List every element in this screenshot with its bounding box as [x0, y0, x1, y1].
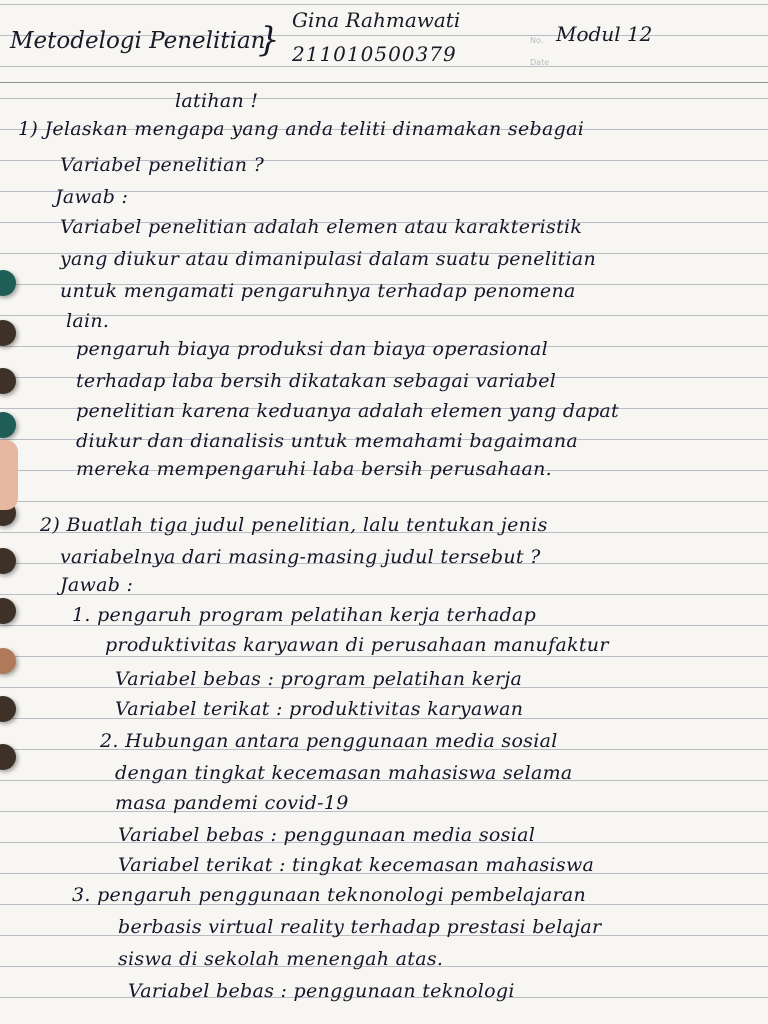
answer-line: Variabel bebas : penggunaan media sosial [118, 824, 536, 846]
answer-line: Variabel terikat : produktivitas karyawan [115, 698, 524, 720]
binder-hole [0, 368, 16, 394]
binder-hole [0, 744, 16, 770]
no-label: No. [530, 36, 544, 45]
date-label: Date [530, 58, 550, 67]
student-id: 211010500379 [292, 42, 457, 66]
answer-line: lain. [66, 310, 110, 332]
binder-hole [0, 696, 16, 722]
answer-line: masa pandemi covid-19 [115, 792, 349, 814]
answer-line: siswa di sekolah menengah atas. [118, 948, 444, 970]
header-divider [0, 82, 768, 83]
binder-hole [0, 320, 16, 346]
answer-label: Jawab : [60, 574, 134, 596]
answer-line: 3. pengaruh penggunaan teknonologi pembelajaran [72, 884, 587, 906]
binder-hole [0, 598, 16, 624]
finger [0, 440, 18, 510]
brace-mark: } [258, 20, 280, 60]
answer-label: Jawab : [55, 186, 129, 208]
answer-line: 2. Hubungan antara penggunaan media sosial [100, 730, 558, 752]
student-name: Gina Rahmawati [292, 8, 461, 32]
answer-line: untuk mengamati pengaruhnya terhadap penomena [60, 280, 576, 302]
question-1: 1) Jelaskan mengapa yang anda teliti dinamakan sebagai [18, 118, 585, 140]
binder-hole [0, 548, 16, 574]
answer-line: Variabel terikat : tingkat kecemasan mahasiswa [118, 854, 595, 876]
answer-line: Variabel bebas : penggunaan teknologi [128, 980, 515, 1002]
answer-line: berbasis virtual reality terhadap prestasi belajar [118, 916, 602, 938]
answer-line: Variabel penelitian adalah elemen atau karakteristik [60, 216, 583, 238]
question-2-cont: variabelnya dari masing-masing judul tersebut ? [60, 546, 541, 568]
answer-line: pengaruh biaya produksi dan biaya operasional [76, 338, 548, 360]
binder-hole [0, 412, 16, 438]
question-1-cont: Variabel penelitian ? [60, 154, 265, 176]
answer-line: mereka mempengaruhi laba bersih perusahaan. [76, 458, 552, 480]
answer-line: Variabel bebas : program pelatihan kerja [115, 668, 523, 690]
answer-line: penelitian karena keduanya adalah elemen yang dapat [76, 400, 619, 422]
answer-line: produktivitas karyawan di perusahaan manufaktur [105, 634, 609, 656]
question-2: 2) Buatlah tiga judul penelitian, lalu tentukan jenis [40, 514, 548, 536]
answer-line: 1. pengaruh program pelatihan kerja terhadap [72, 604, 537, 626]
answer-line: terhadap laba bersih dikatakan sebagai variabel [76, 370, 557, 392]
binder-holes [0, 250, 28, 770]
exercise-heading: latihan ! [175, 90, 259, 112]
answer-line: dengan tingkat kecemasan mahasiswa selama [115, 762, 573, 784]
page-header [0, 0, 768, 82]
answer-line: yang diukur atau dimanipulasi dalam suatu penelitian [60, 248, 597, 270]
binder-hole [0, 648, 16, 674]
course-title: Metodelogi Penelitian [10, 28, 266, 54]
answer-line: diukur dan dianalisis untuk memahami bagaimana [76, 430, 578, 452]
module-label: Modul 12 [556, 22, 653, 46]
binder-hole [0, 270, 16, 296]
